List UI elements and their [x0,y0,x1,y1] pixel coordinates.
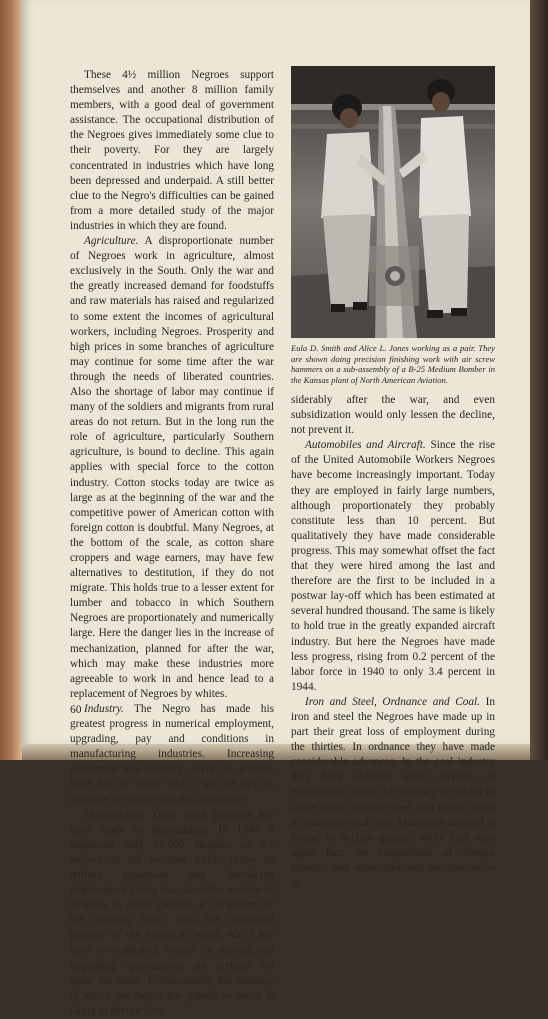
paragraph-text: Since the rise of the United Automobile Workers Negroes have become increasingly important. Today they are employed in fairly large numbers, although proportionately they probably constitute less than 10 percent. But qualitatively they have made considerable progress. This may somewhat offset the fact that they were hired among the last and therefore are the first to be included in a postwar lay-off which has been estimated at several hundred thousand. The same is likely to hold true in the greatly expanded aircraft industry. But here the Negroes have made less progress, rising from 0.2 percent of the labor force in 1940 to only 3.4 percent in 1944. [291,439,496,693]
paragraph-text: In iron and steel the Negroes have made up in part their great loss of employment during the thirties. In ordnance they have made considerable advances. In the coal industry they have obtained some increase in employment. After the war they are likely to suffer some losses in steel, and heavy losses in munitions and coal. Munitions demand is bound to decline greatly, while coal may again face the competition of foreign supplies and substitutes, and mechanization is [291,695,495,889]
paragraph-heading: Iron and Steel, Ordnance and Coal. [305,695,481,708]
paragraph [291,393,495,438]
page-number: 60 [70,704,82,716]
paragraph [70,234,274,702]
paragraph-text: The Negro has made his greatest progress in numerical employment, upgrading, pay and conditions in manufacturing industries. Increasing movement into industry offers the greatest hope for the future and it will be best to examine the major branches separately. [70,702,274,806]
paragraph-heading: Industry. [84,702,124,715]
paragraph-text: Truly great progress has been made in shipbuilding. In 1940 it employed only 10,000 Negroes or 6.7 percent of the working force. Today its tenfold expansion and liberalized employment policy has raised the number of Negroes to about 150,000 or 10 percent of the working force. Thus the numerical position of the Negro in World War I has been re-established, though the training and upgrading opportunities are perhaps not quite the same. Unfortunately, the industry in which the Negro has gained so much is likely to decline con- [70,808,274,1017]
page-edge-right [530,0,548,760]
left-text-column [70,68,274,1019]
paragraph-text: These 4½ million Negroes support themselves and another 8 million family members, with a good deal of government assistance. The occupational distribution of the Negroes gives immediately some clue to their poverty. For they are largely concentrated in industries which have long been depressed and underpaid. A still better clue to the Negro's difficulties can be gained from a more detailed study of the major industries in which they are found. [70,69,274,232]
paragraph-text: siderably after the war, and even subsidization would only lessen the decline, not prevent it. [291,394,495,437]
book-spine [0,0,22,760]
photo-caption: Eula D. Smith and Alice L. Jones working as a pair. They are shown doing precision finishing work with air screw hammers on a sub-assembly of a B-25 Medium Bomber in the Kansas plant of North American Aviation. [291,343,495,385]
paragraph-heading: Shipbuilding. [84,808,145,821]
right-text-column [291,393,495,891]
workers-photograph [291,66,495,338]
paragraph [70,702,274,808]
paragraph-text: A disproportionate number of Negroes work in agriculture, almost exclusively in the South. Only the war and the greatly increased demand for foodstuffs and raw materials has raised and regularized to some extent the incomes of agricultural workers, including Negroes. Prosperity and high prices in some branches of agriculture may continue for some time after the war through the needs of liberated countries. Also the shortage of labor may continue if many of the soldiers and migrants from rural areas do not return. But in the long run the role of agriculture, particularly Southern agriculture, is bound to decline. This again applies with special force to the cotton industry. Cotton stocks today are twice as large as at the beginning of the war and the competitive power of American cotton with foreign cotton is doubtful. Many Negroes, at the bottom of the scale, as cotton share croppers and wage earners, may have few alternatives to destitution, if they do not migrate. This holds true to a lesser extent for lumber and tobacco in which Southern Negroes are proportionately and numerically large. Here the danger lies in the increase of mechanization, planned for after the war, which may make these industries more agreeable to work in and hence lead to a replacement of Negroes by whites. [70,235,274,700]
paragraph-heading: Agriculture. [84,235,139,248]
paragraph [291,438,495,695]
paragraph [70,808,274,1019]
paragraph [70,68,274,234]
paragraph [291,695,495,891]
paragraph-heading: Automobiles and Aircraft. [305,439,426,452]
